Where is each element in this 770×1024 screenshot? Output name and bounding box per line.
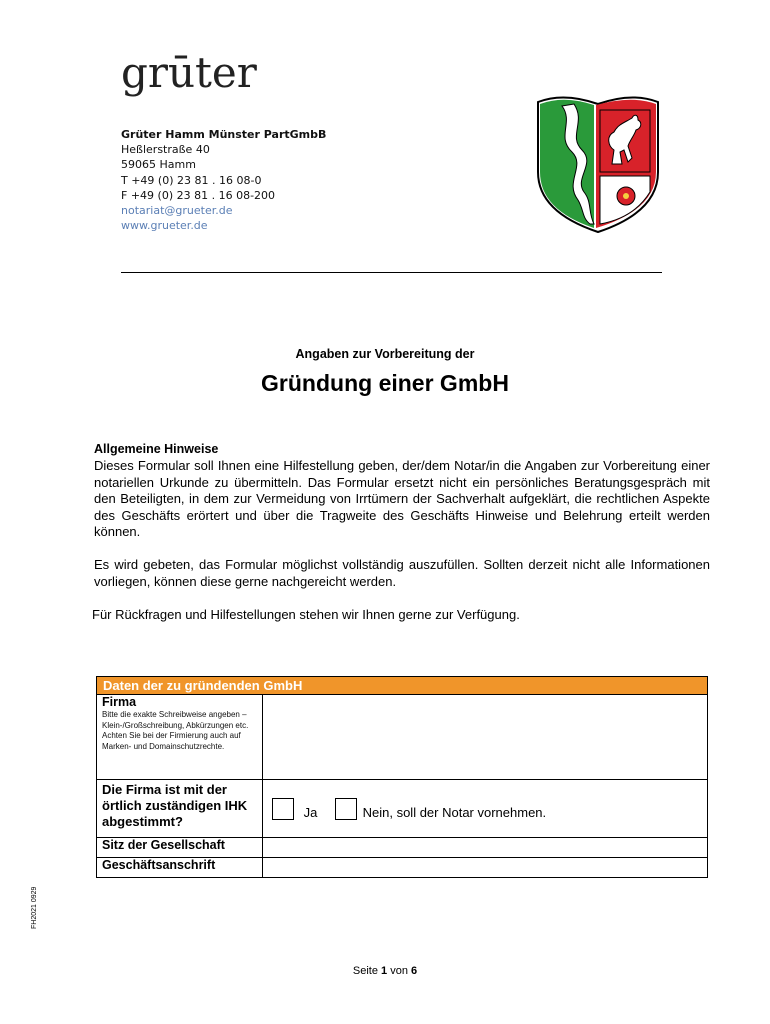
hints-paragraph-1: Dieses Formular soll Ihnen eine Hilfestellung geben, der/dem Notar/in die Angaben zur Vorbereitung einer notariellen Urkunde zu übermitteln. Das Formular ersetzt nicht ein persönliches Beratungsgespräch mit den Beteiligten, in dem zur Vermeidung von Irrtümern der Sachverhalt aufgeklärt, die rechtlichen Aspekte des Geschäfts erörtert und über die Tragweite des Geschäfts Hinweise und Belehrung erteilt werden können. <box>94 458 710 539</box>
ja-label: Ja <box>303 805 318 820</box>
city: 59065 Hamm <box>121 158 196 172</box>
firma-label: Firma <box>102 695 137 709</box>
divider <box>121 272 662 273</box>
sitz-input[interactable] <box>263 838 708 858</box>
form-subtitle: Angaben zur Vorbereitung der <box>295 347 475 361</box>
website-link[interactable]: www.grueter.de <box>121 219 208 233</box>
firma-label-cell <box>97 695 263 780</box>
street: Heßlerstraße 40 <box>121 143 210 157</box>
phone: T +49 (0) 23 81 . 16 08-0 <box>121 173 262 187</box>
ihk-options <box>263 780 708 838</box>
page-number <box>0 965 770 977</box>
current-page: 1 <box>381 965 388 977</box>
form-title: Gründung einer GmbH <box>261 370 509 396</box>
company-logo: grūter <box>121 48 257 97</box>
fax: F +49 (0) 23 81 . 16 08-200 <box>121 188 276 202</box>
page-middle: von <box>387 965 411 977</box>
letterhead-address <box>121 127 326 233</box>
coat-of-arms-icon <box>534 92 662 234</box>
nein-checkbox[interactable] <box>335 798 357 820</box>
email-link[interactable]: notariat@grueter.de <box>121 204 233 218</box>
company-name: Grüter Hamm Münster PartGmbB <box>121 128 327 141</box>
firma-note: Bitte die exakte Schreibweise angeben – Klein-/Großschreibung, Abkürzungen etc. Achten Sie bei der Firmierung auch auf Marken- und Domainschutzrechte. <box>102 710 249 751</box>
sitz-label: Sitz der Gesellschaft <box>97 838 263 858</box>
gmbh-data-table <box>96 676 708 878</box>
total-pages: 6 <box>411 965 418 977</box>
firma-input[interactable] <box>263 695 708 780</box>
side-code: FH2021 0929 <box>31 886 38 929</box>
ihk-label: Die Firma ist mit der örtlich zuständigen IHK abgestimmt? <box>102 782 248 829</box>
ihk-label-cell <box>97 780 263 838</box>
hints-heading: Allgemeine Hinweise <box>94 442 219 456</box>
anschrift-label: Geschäftsanschrift <box>97 858 263 878</box>
page-prefix: Seite <box>352 965 382 977</box>
anschrift-input[interactable] <box>263 858 708 878</box>
table-header: Daten der zu gründenden GmbH <box>97 677 708 695</box>
hints-paragraph-2: Es wird gebeten, das Formular möglichst vollständig auszufüllen. Sollten derzeit nicht alle Informationen vorliegen, können diese gerne nachgereicht werden. <box>94 557 710 589</box>
nein-label: Nein, soll der Notar vornehmen. <box>362 805 547 820</box>
hints-paragraph-3: Für Rückfragen und Hilfestellungen stehen wir Ihnen gerne zur Verfügung. <box>92 607 520 622</box>
ja-checkbox[interactable] <box>272 798 294 820</box>
